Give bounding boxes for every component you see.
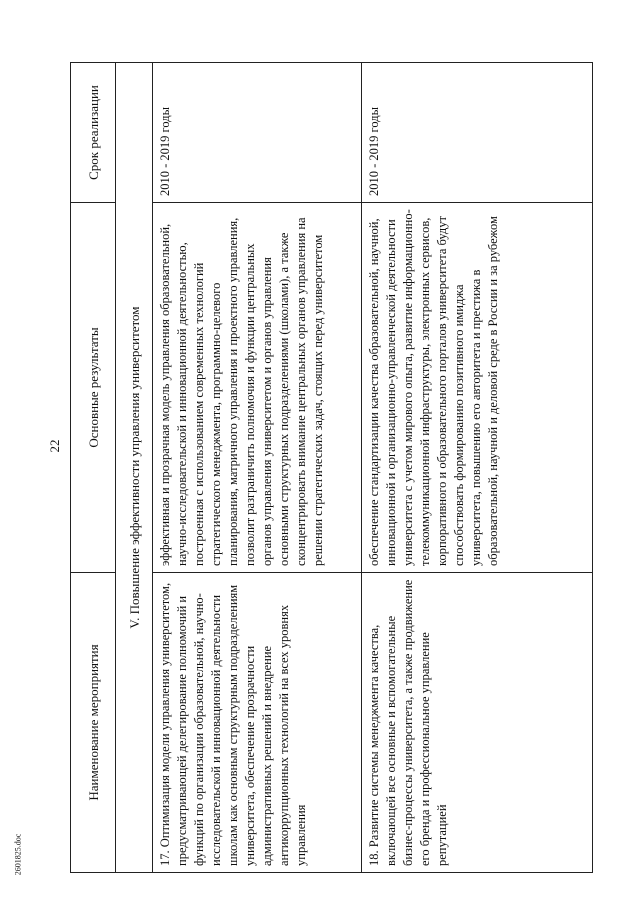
document-id: 2601825.doc [13,833,23,876]
header-measure: Наименование мероприятия [71,573,116,873]
header-period: Срок реализации [71,63,116,203]
table-row [153,63,362,873]
period-cell: 2010 - 2019 годы [362,63,593,203]
period-cell: 2010 - 2019 годы [153,63,362,203]
result-cell: обеспечение стандартизации качества образовательной, научной, инновационной и организационно-управленческой деятельности университета с учетом мирового опыта, развитие информационно-телекоммуникационной инфраструктуры, электронных сервисов, корпоративного и образовательного порталов университета будут способствовать формированию позитивного имиджа университета, повышению его авторитета и престижа в образовательной, научной и деловой среде в России и за рубежом [362,203,593,573]
table-row [362,63,593,873]
page-number: 22 [47,439,62,453]
result-cell: эффективная и прозрачная модель управления образовательной, научно-исследовательской и инновационной деятельностью, построенная с использованием современных технологий стратегического менеджмента, программно-целевого планирования, матричного управления и проектного управления, позволит разграничить полномочия и функции центральных органов управления университетом и органов управления основными структурных подразделениями (школами), а также сконцентрировать внимание центральных органов управления на решении стратегических задач, стоящих перед университетом [153,203,362,573]
measures-table [70,62,593,873]
header-results: Основные результаты [71,203,116,573]
table-header-row [71,63,116,873]
measure-cell: 17. Оптимизация модели управления университетом, предусматривающей делегирование полномочий и функций по организации образовательной, научно-исследовательской и инновационной деятельности школам как основным структурным подразделениям университета, обеспечение прозрачности административных решений и внедрение антикоррупционных технологий на всех уровнях управления [153,573,362,873]
measure-cell: 18. Развитие системы менеджмента качества, включающей все основные и вспомогательные бизнес-процессы университета, а также продвижение его бренда и профессиональное управление репутацией [362,573,593,873]
rotated-table-sheet [70,63,615,873]
section-row [116,63,153,873]
section-title: V. Повышение эффективности управления университетом [116,63,153,873]
